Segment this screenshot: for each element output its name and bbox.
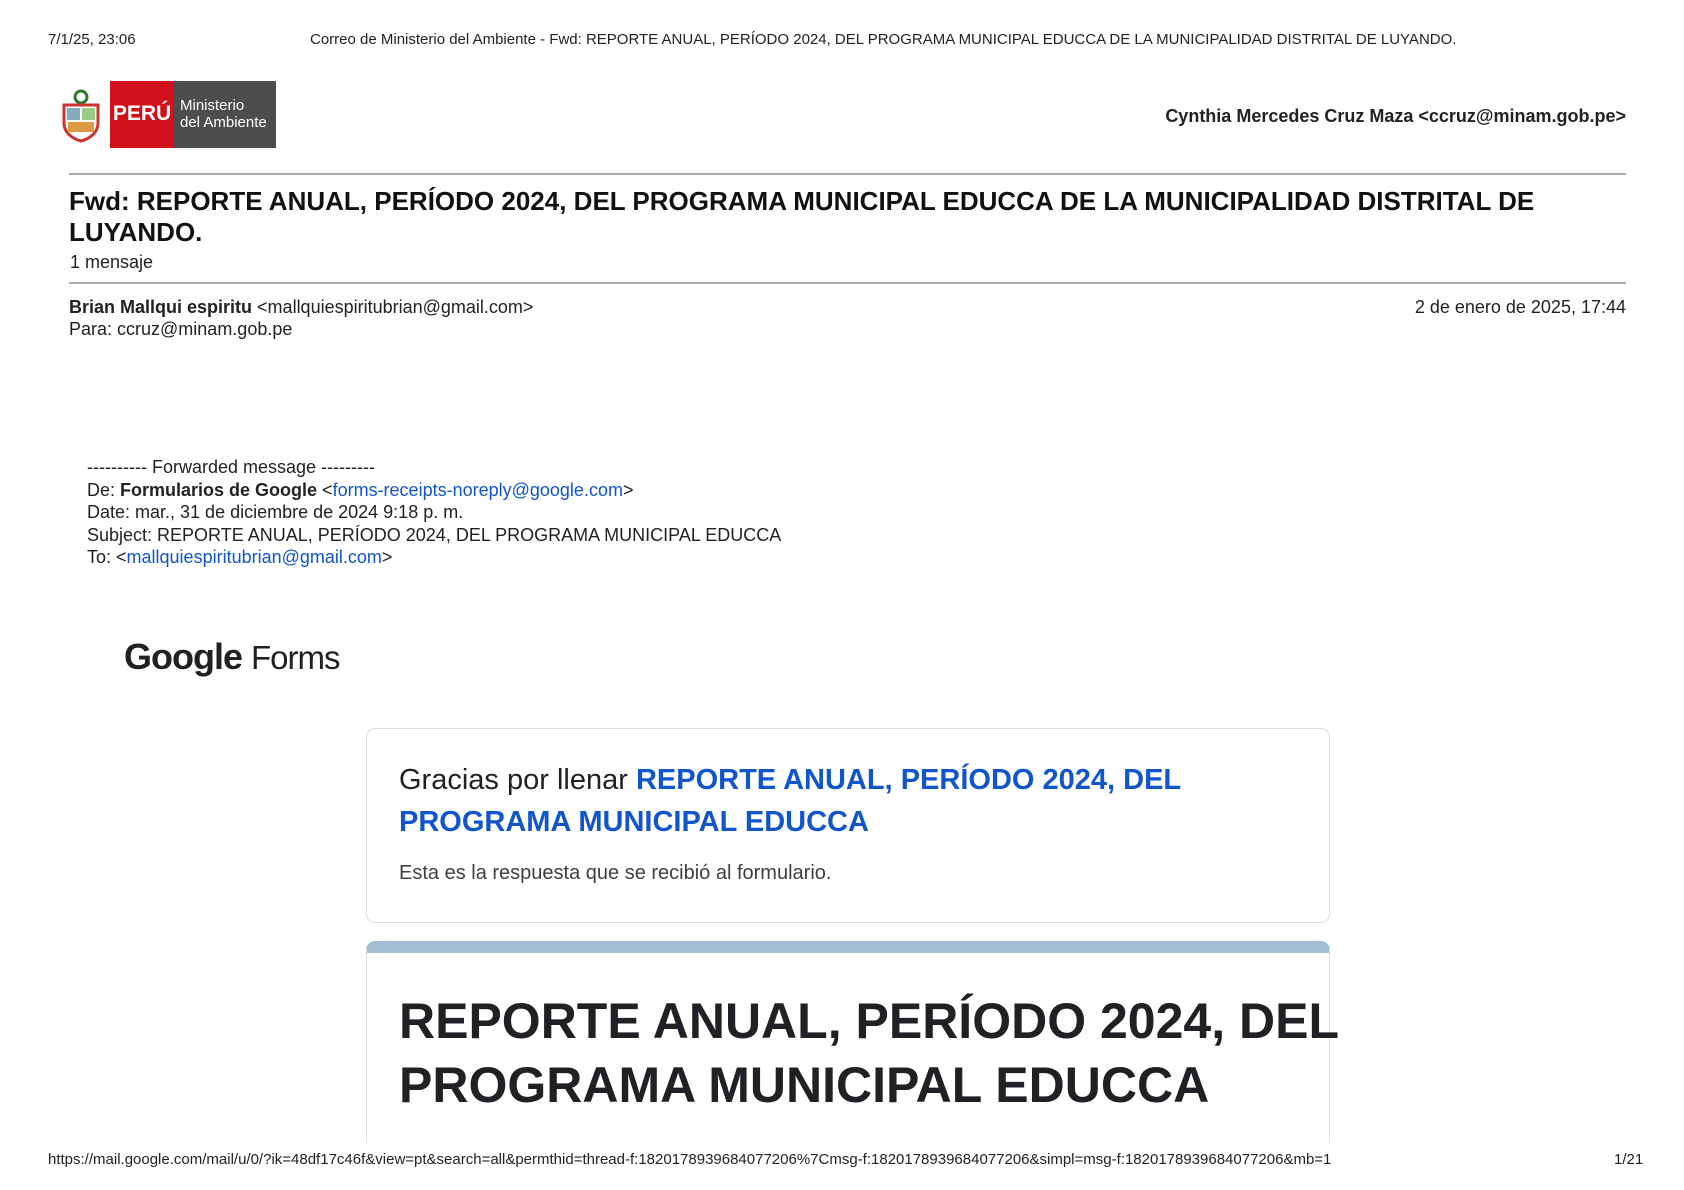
received-note: Esta es la respuesta que se recibió al formulario. [399, 862, 832, 884]
logo-ministry: Ministerio del Ambiente [174, 81, 276, 148]
google-forms-logo: Google Forms [124, 636, 340, 677]
form-header-card [366, 941, 1339, 1142]
sender: Brian Mallqui espiritu <mallquiespiritubrian@gmail.com> [69, 297, 534, 317]
minam-logo [58, 80, 276, 148]
form-title: REPORTE ANUAL, PERÍODO 2024, DEL PROGRAMA MUNICIPAL EDUCCA [399, 993, 1339, 1113]
message-count: 1 mensaje [70, 252, 154, 272]
thread-subject: Fwd: REPORTE ANUAL, PERÍODO 2024, DEL PROGRAMA MUNICIPAL EDUCCA DE LA MUNICIPALIDAD DISTRITAL DE LUYANDO. [69, 186, 1535, 247]
confirmation-card: Gracias por llenar REPORTE ANUAL, PERÍODO 2024, DEL PROGRAMA MUNICIPAL EDUCCA Esta es la respuesta que se recibió al formulario. [366, 728, 1330, 923]
print-title: Correo de Ministerio del Ambiente - Fwd: REPORTE ANUAL, PERÍODO 2024, DEL PROGRAMA MUNICIPAL EDUCCA DE LA MUNICIPALIDAD DISTRITAL DE LUYANDO. [310, 31, 1457, 48]
recipient: Para: ccruz@minam.gob.pe [69, 319, 293, 339]
divider [69, 282, 1626, 284]
message-date: 2 de enero de 2025, 17:44 [1414, 297, 1626, 317]
forwarded-header: ---------- Forwarded message --------- De: Formularios de Google <forms-receipts-noreply@google.com> Date: mar., 31 de diciembre de 2024 9:18 p. m. Subject: REPORTE ANUAL, PERÍODO 2024, DEL PROGRAMA MUNICIPAL EDUCCA To: <mallquiespiritubrian@gmail.com> [87, 457, 782, 567]
print-datetime: 7/1/25, 23:06 [48, 31, 136, 48]
divider [69, 173, 1626, 175]
coat-of-arms-icon [58, 83, 104, 145]
account-name: Cynthia Mercedes Cruz Maza <ccruz@minam.gob.pe> [1165, 106, 1626, 126]
sender-row [69, 296, 1626, 318]
from-email-link[interactable]: forms-receipts-noreply@google.com [332, 479, 623, 500]
page-number: 1/21 [1614, 1151, 1644, 1168]
to-email-link[interactable]: mallquiespiritubrian@gmail.com [126, 547, 382, 567]
thread-header [69, 173, 1626, 340]
print-url: https://mail.google.com/mail/u/0/?ik=48df17c46f&view=pt&search=all&permthid=thread-f:1820178939684077206%7Cmsg-f:1820178939684077206&simpl=msg-f:1820178939684077206&mb=1 [48, 1151, 1332, 1168]
logo-country: PERÚ [110, 81, 174, 148]
form-title-link[interactable]: REPORTE ANUAL, PERÍODO 2024, DEL PROGRAMA MUNICIPAL EDUCCA [399, 764, 1181, 838]
